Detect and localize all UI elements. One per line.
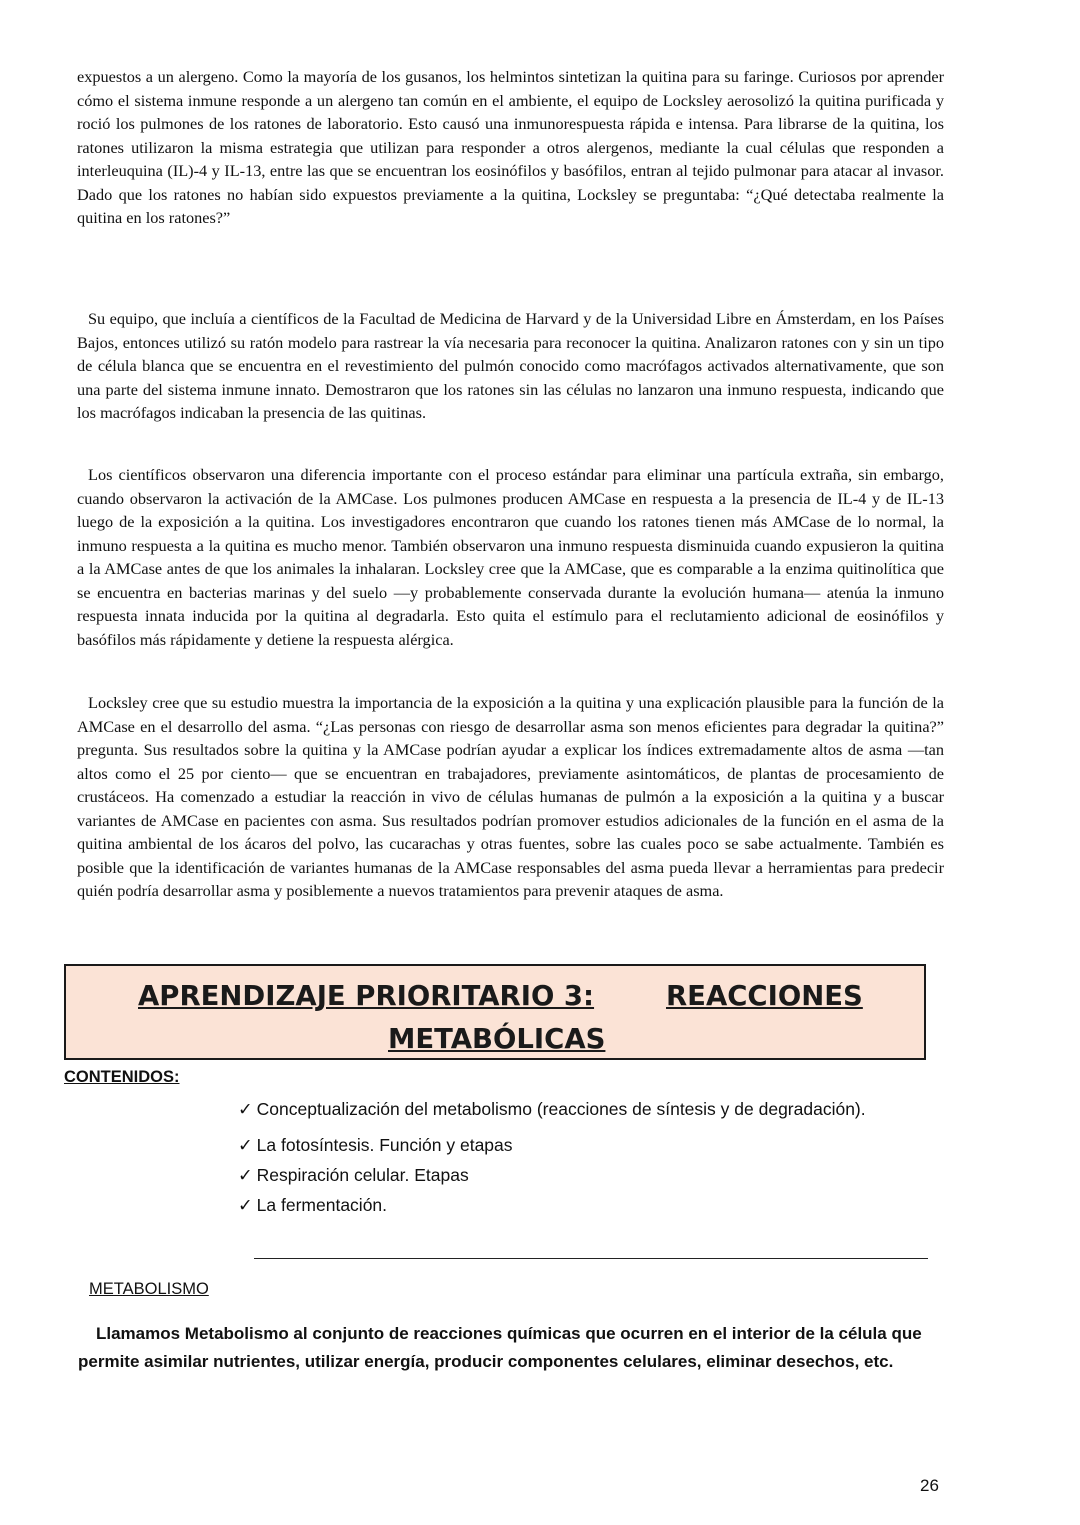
list-item [238, 1190, 866, 1220]
check-icon: ✓ [238, 1099, 253, 1119]
list-item-text: Conceptualización del metabolismo (reacciones de síntesis y de degradación). [256, 1099, 866, 1119]
list-item-text: La fotosíntesis. Función y etapas [256, 1135, 513, 1155]
list-item-text: Respiración celular. Etapas [256, 1165, 469, 1185]
banner-title-part3: METABÓLICAS [388, 1023, 606, 1055]
check-icon: ✓ [238, 1165, 253, 1185]
list-item [238, 1130, 866, 1160]
paragraph-intro: expuestos a un alergeno. Como la mayoría de los gusanos, los helmintos sintetizan la quitina para su faringe. Curiosos por aprender cómo el sistema inmune responde a un alergeno tan común en el ambiente, el equipo de Locksley aerosolizó la quitina purificada y roció los pulmones de los ratones de laboratorio. Esto causó una inmunorespuesta rápida e intensa. Para librarse de la quitina, los ratones utilizaron la misma estrategia que utilizan para responder a otros alergenos, mediante la cual células que responden a interleuquina (IL)-4 y IL-13, entre las que se encuentran los eosinófilos y basófilos, entran al tejido pulmonar para atacar al invasor. Dado que los ratones no habían sido expuestos previamente a la quitina, Locksley se preguntaba: “¿Qué detectaba realmente la quitina en los ratones?” [77, 67, 944, 227]
paragraph-asthma-study: Locksley cree que su estudio muestra la importancia de la exposición a la quitina y una explicación plausible para la función de la AMCase en el desarrollo del asma. “¿Las personas con riesgo de desarrollar asma son menos eficientes para degradar la quitina?” pregunta. Sus resultados sobre la quitina y la AMCase podrían ayudar a explicar los índices extremadamente altos de asma —tan altos como el 25 por ciento— que se encuentran en trabajadores, previamente asintomáticos, de plantas de procesamiento de crustáceos. Ha comenzado a estudiar la reacción in vivo de células humanas de pulmón a la exposición a la quitina y a buscar variantes de AMCase en pacientes con asma. Sus resultados podrían promover estudios adicionales de la función en el asma de la quitina ambiental de los ácaros del polvo, las cucarachas y otras fuentes, sobre las cuales poco se sabe actualmente. También es posible que la identificación de variantes humanas de la AMCase responsables del asma pueda llevar a herramientas para predecir quién podría desarrollar asma y posiblemente a nuevos tratamientos para prevenir ataques de asma. [77, 693, 944, 900]
banner-title-part1: APRENDIZAJE PRIORITARIO 3: [138, 980, 595, 1012]
list-item [238, 1160, 866, 1190]
page-number: 26 [920, 1476, 939, 1495]
paragraph-harvard-team: Su equipo, que incluía a científicos de la Facultad de Medicina de Harvard y de la Universidad Libre en Ámsterdam, en los Países Bajos, entonces utilizó su ratón modelo para rastrear la vía necesaria para reconocer la quitina. Analizaron ratones con y sin un tipo de célula blanca que se encuentra en el revestimiento del pulmón conocido como macrófagos activados alternativamente, que son una parte del sistema inmune innato. Demostraron que los ratones sin las células no lanzaron una inmuno respuesta, indicando que los macrófagos indicaban la presencia de las quitinas. [77, 309, 944, 422]
priority-learning-banner [64, 964, 926, 1060]
section-title: METABOLISMO [89, 1280, 209, 1298]
contents-label: CONTENIDOS: [64, 1068, 180, 1086]
check-icon: ✓ [238, 1195, 253, 1215]
banner-title-part2: REACCIONES [666, 980, 863, 1012]
contents-list [238, 1094, 866, 1220]
divider-line [254, 1258, 928, 1259]
list-item [238, 1094, 866, 1124]
list-item-text: La fermentación. [256, 1195, 388, 1215]
check-icon: ✓ [238, 1135, 253, 1155]
paragraph-amcase-activation: Los científicos observaron una diferencia importante con el proceso estándar para eliminar una partícula extraña, sin embargo, cuando observaron la activación de la AMCase. Los pulmones producen AMCase en respuesta a la presencia de IL-4 y de IL-13 luego de la exposición a la quitina. Los investigadores encontraron que cuando los ratones tienen más AMCase de lo normal, la inmuno respuesta a la quitina es mucho menor. También observaron una inmuno respuesta disminuida cuando expusieron la quitina a la AMCase antes de que los animales la inhalaran. Locksley cree que la AMCase, que es comparable a la enzima quitinolítica que se encuentra en bacterias marinas y del suelo —y probablemente conservada durante la evolución humana— atenúa la inmuno respuesta innata inducida por la quitina al degradarla. Esto quita el estímulo para el reclutamiento adicional de eosinófilos y basófilos más rápidamente y detiene la respuesta alérgica. [77, 465, 944, 649]
metabolism-definition: Llamamos Metabolismo al conjunto de reacciones químicas que ocurren en el interior de la célula que permite asimilar nutrientes, utilizar energía, producir componentes celulares, eliminar desechos, etc. [78, 1324, 922, 1371]
